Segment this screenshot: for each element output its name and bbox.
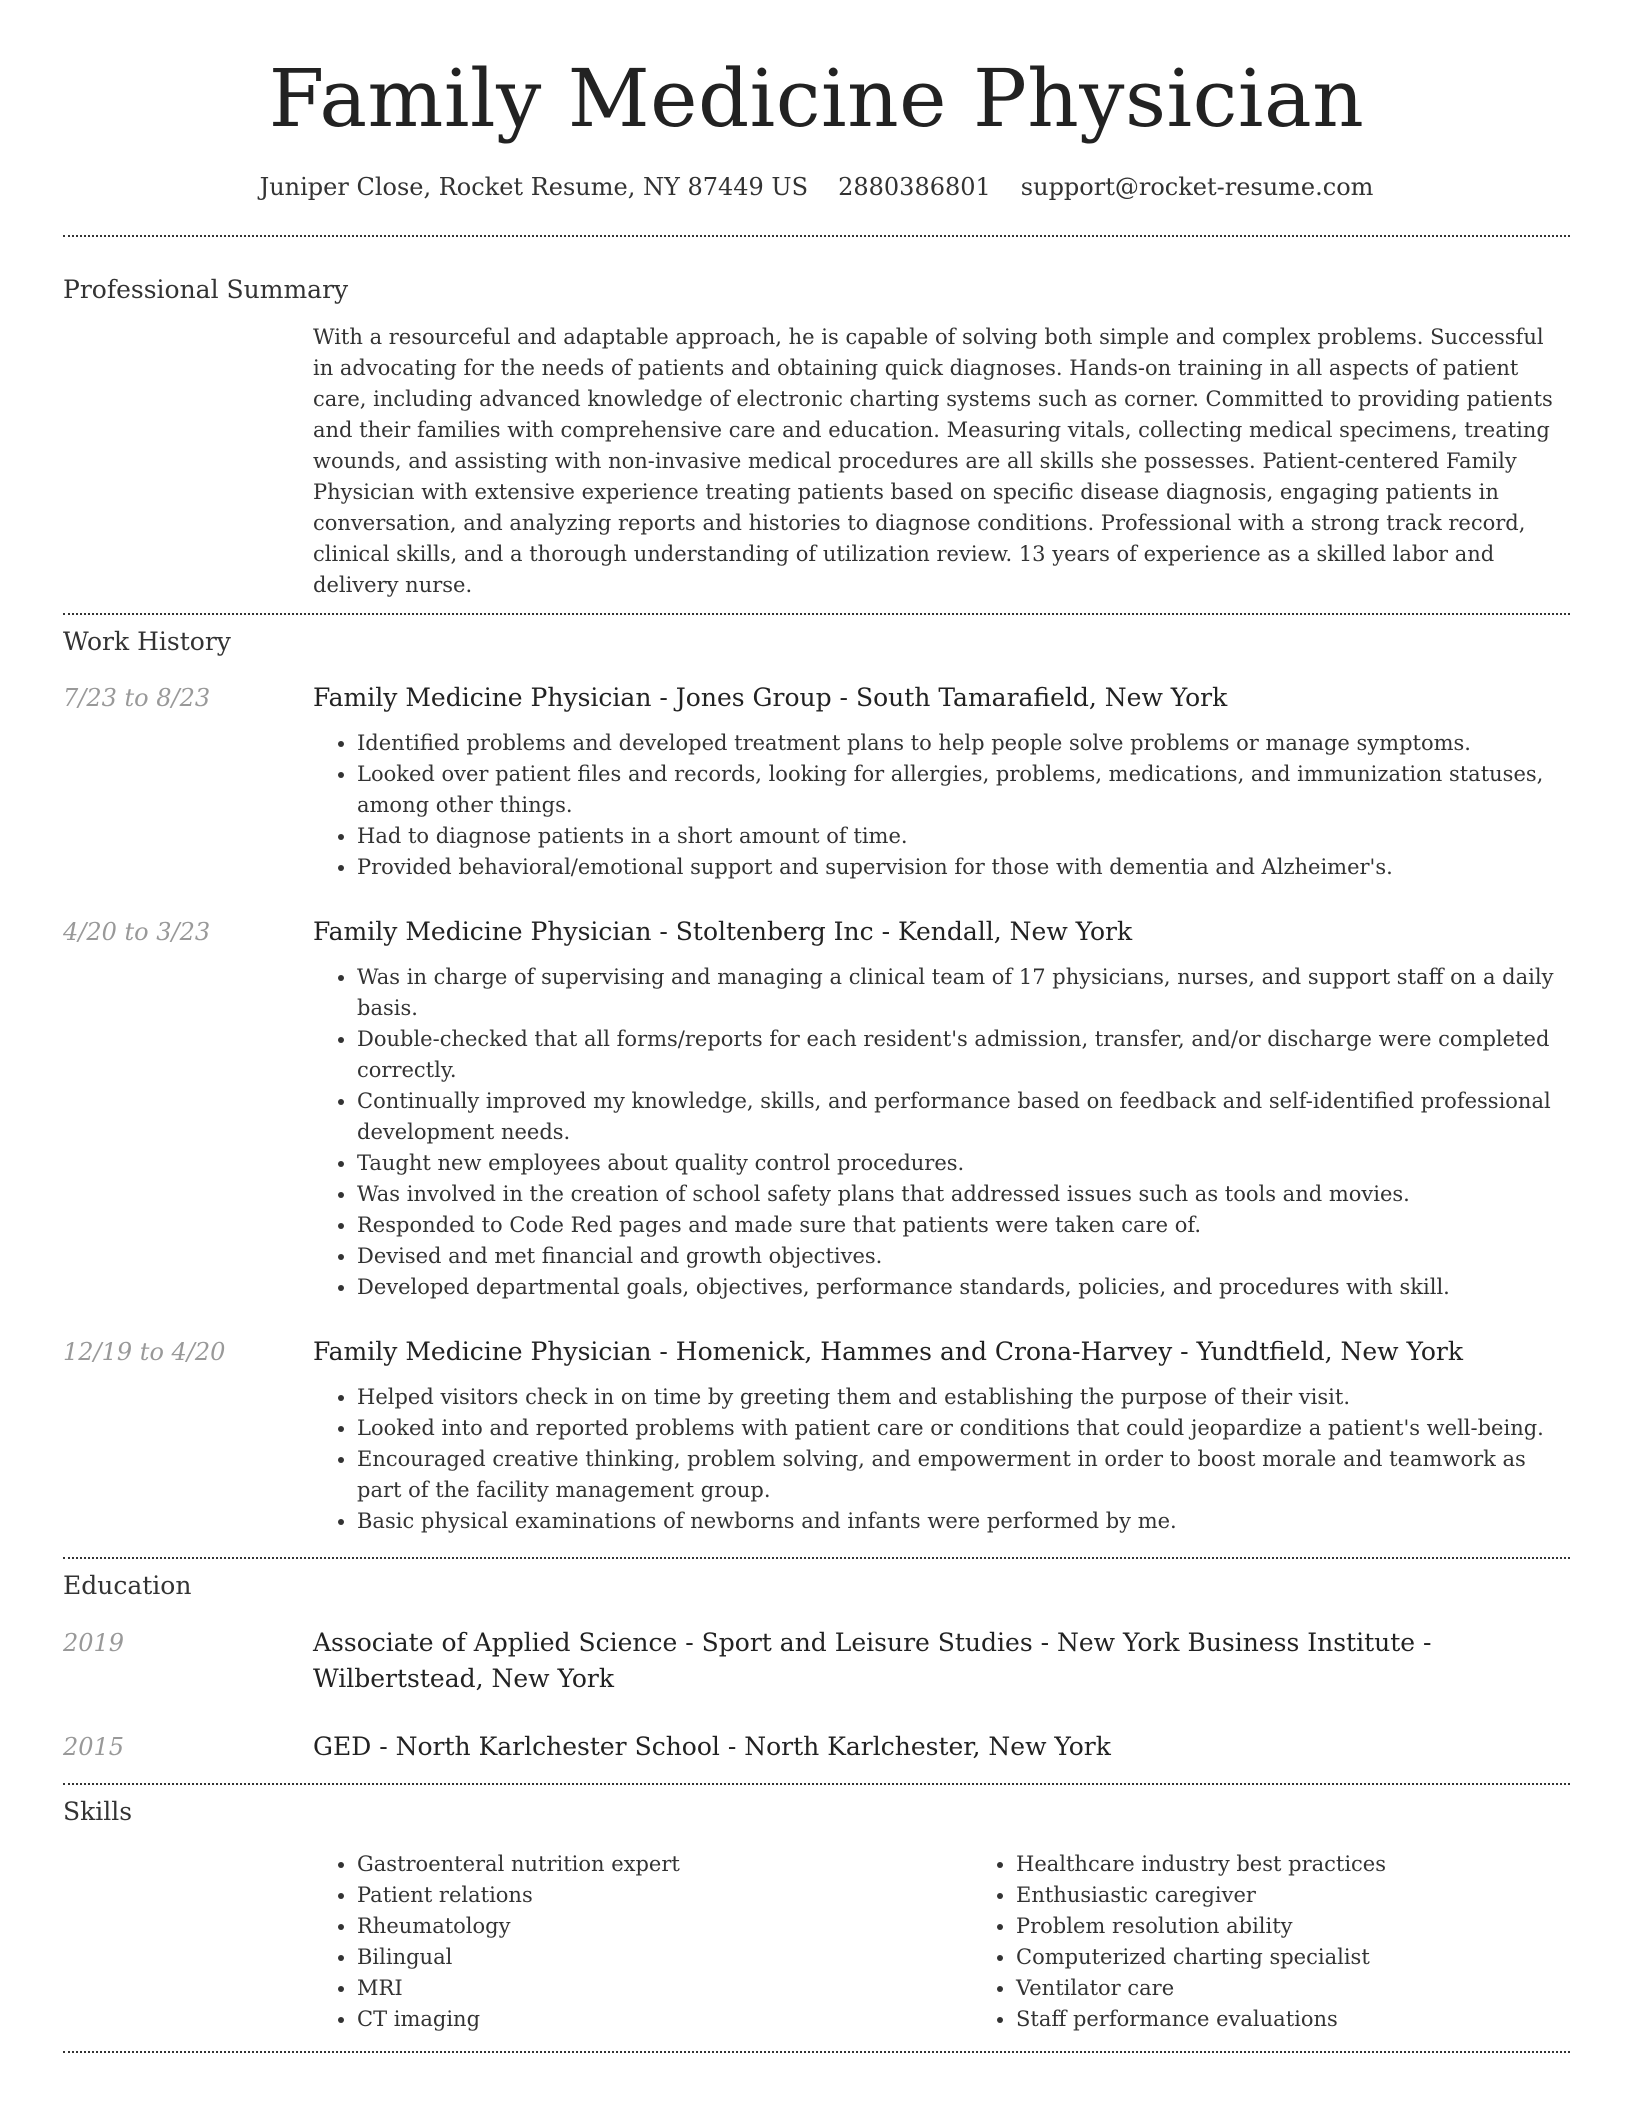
summary-row [63, 322, 1570, 601]
job-bullet: • Continually improved my knowledge, skills, and performance based on feedback and self-identified professional development needs. [357, 1086, 1570, 1148]
job-bullet: • Double-checked that all forms/reports for each resident's admission, transfer, and/or discharge were completed correctly. [357, 1024, 1570, 1086]
contact-line [63, 169, 1570, 205]
job-bullets [313, 728, 1570, 883]
job-entry [63, 914, 1570, 1303]
job-bullets [313, 962, 1570, 1303]
job-entry [63, 1334, 1570, 1537]
job-dates: 7/23 to 8/23 [63, 684, 211, 712]
job-bullet: • Had to diagnose patients in a short amount of time. [357, 821, 1570, 852]
education-year: 2019 [63, 1629, 125, 1657]
skills-list-right [972, 1849, 1570, 2035]
job-role: Family Medicine Physician [313, 917, 652, 946]
skills-divider [63, 2051, 1570, 2053]
education-title [313, 1625, 1570, 1697]
skill-item: • Enthusiastic caregiver [1016, 1880, 1570, 1911]
job-bullet: • Identified problems and developed treatment plans to help people solve problems or manage symptoms. [357, 728, 1570, 759]
resume-name: Family Medicine Physician [268, 52, 1365, 145]
job-bullets [313, 1382, 1570, 1537]
work-history-heading: Work History [63, 627, 231, 656]
job-bullet: • Was involved in the creation of school safety plans that addressed issues such as tools and movies. [357, 1179, 1570, 1210]
job-company: - Jones Group - South Tamarafield, New York [651, 683, 1228, 712]
job-bullet: • Provided behavioral/emotional support and supervision for those with dementia and Alzheimer's. [357, 852, 1570, 883]
job-company: - Stoltenberg Inc - Kendall, New York [651, 917, 1133, 946]
skill-item: • Gastroenteral nutrition expert [357, 1849, 972, 1880]
education-entry [63, 1625, 1570, 1697]
job-bullet: • Looked into and reported problems with patient care or conditions that could jeopardize a patient's well-being. [357, 1413, 1570, 1444]
job-bullet: • Encouraged creative thinking, problem solving, and empowerment in order to boost morale and teamwork as part of the facility management group. [357, 1444, 1570, 1506]
job-title [313, 1334, 1570, 1370]
skill-item: • Staff performance evaluations [1016, 2004, 1570, 2035]
education-degree: GED [313, 1732, 372, 1761]
job-entry [63, 680, 1570, 883]
job-title [313, 680, 1570, 716]
skills-heading: Skills [63, 1797, 133, 1826]
job-dates: 12/19 to 4/20 [63, 1338, 226, 1366]
summary-text: With a resourceful and adaptable approach, he is capable of solving both simple and complex problems. Successful in advocating for the needs of patients and obtaining quick diagnoses. Hands-on training in all aspects of patient care, including advanced knowledge of electronic charting systems such as corner. Committed to providing patients and their families with comprehensive care and education. Measuring vitals, collecting medical specimens, treating wounds, and assisting with non-invasive medical procedures are all skills she possesses. Patient-centered Family Physician with extensive experience treating patients based on specific disease diagnosis, engaging patients in conversation, and analyzing reports and histories to diagnose conditions. Professional with a strong track record, clinical skills, and a thorough understanding of utilization review. 13 years of experience as a skilled labor and delivery nurse. [313, 325, 1553, 597]
job-bullet: • Looked over patient files and records, looking for allergies, problems, medications, and immunization statuses, among other things. [357, 759, 1570, 821]
skill-item: • Rheumatology [357, 1911, 972, 1942]
education-section [63, 1559, 1570, 1765]
skill-item: • Problem resolution ability [1016, 1911, 1570, 1942]
education-degree: Associate of Applied Science - Sport and Leisure Studies [313, 1628, 1033, 1657]
job-bullet: • Developed departmental goals, objectives, performance standards, policies, and procedures with skill. [357, 1272, 1570, 1303]
skills-section [63, 1785, 1570, 2035]
skills-list-left [313, 1849, 972, 2035]
education-school: - North Karlchester School - North Karlchester, New York [371, 1732, 1111, 1761]
job-bullet: • Helped visitors check in on time by greeting them and establishing the purpose of their visit. [357, 1382, 1570, 1413]
education-title [313, 1729, 1570, 1765]
skills-columns [313, 1849, 1570, 2035]
contact-email: support@rocket-resume.com [1020, 173, 1374, 201]
skill-item: • MRI [357, 1973, 972, 2004]
contact-phone: 2880386801 [838, 173, 991, 201]
job-bullet: • Was in charge of supervising and managing a clinical team of 17 physicians, nurses, and support staff on a daily basis. [357, 962, 1570, 1024]
education-school: - New York Business Institute - Wilbertstead, New York [313, 1628, 1432, 1693]
skill-item: • Computerized charting specialist [1016, 1942, 1570, 1973]
work-history-section [63, 615, 1570, 1537]
summary-section [63, 237, 1570, 601]
summary-heading: Professional Summary [63, 275, 349, 304]
job-dates: 4/20 to 3/23 [63, 918, 211, 946]
education-heading: Education [63, 1571, 192, 1600]
skill-item: • Healthcare industry best practices [1016, 1849, 1570, 1880]
job-role: Family Medicine Physician [313, 683, 652, 712]
job-bullet: • Basic physical examinations of newborns and infants were performed by me. [357, 1506, 1570, 1537]
education-entry [63, 1729, 1570, 1765]
contact-address: Juniper Close, Rocket Resume, NY 87449 US [259, 173, 809, 201]
job-bullet: • Taught new employees about quality control procedures. [357, 1148, 1570, 1179]
job-title [313, 914, 1570, 950]
skill-item: • CT imaging [357, 2004, 972, 2035]
job-role: Family Medicine Physician [313, 1337, 652, 1366]
job-company: - Homenick, Hammes and Crona-Harvey - Yundtfield, New York [651, 1337, 1463, 1366]
skill-item: • Ventilator care [1016, 1973, 1570, 2004]
job-bullet: • Responded to Code Red pages and made sure that patients were taken care of. [357, 1210, 1570, 1241]
job-bullet: • Devised and met financial and growth objectives. [357, 1241, 1570, 1272]
skill-item: • Patient relations [357, 1880, 972, 1911]
education-year: 2015 [63, 1733, 125, 1761]
skill-item: • Bilingual [357, 1942, 972, 1973]
